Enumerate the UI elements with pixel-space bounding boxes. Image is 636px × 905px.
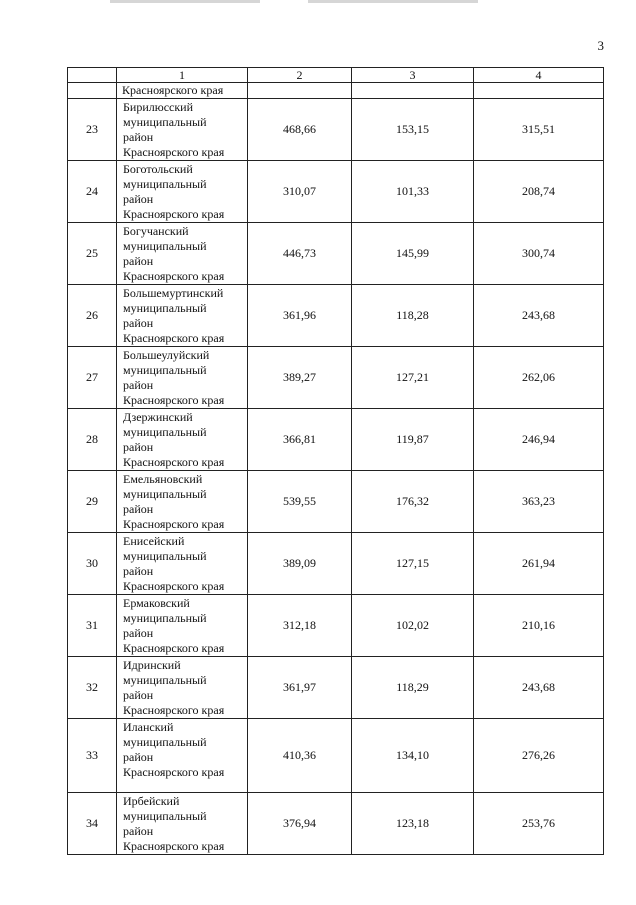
row-number-cell: 29 (68, 471, 117, 533)
value-cell-col4: 300,74 (474, 223, 604, 285)
value-cell-col2: 446,73 (248, 223, 352, 285)
header-cell-2: 2 (248, 68, 352, 83)
district-name-cell: Большеулуйский муниципальный район Красноярского края (117, 347, 248, 409)
district-name-cell: Ермаковский муниципальный район Красноярского края (117, 595, 248, 657)
table-row (68, 595, 604, 657)
value-cell-col4: 315,51 (474, 99, 604, 161)
row-number-cell: 28 (68, 409, 117, 471)
value-cell-col4: 262,06 (474, 347, 604, 409)
row-number-cell: 25 (68, 223, 117, 285)
row-number-cell: 33 (68, 719, 117, 793)
value-cell-col3: 127,21 (352, 347, 474, 409)
header-row (68, 68, 604, 83)
value-cell-col4: 243,68 (474, 285, 604, 347)
value-cell-col4: 243,68 (474, 657, 604, 719)
value-cell-col3: 119,87 (352, 409, 474, 471)
value-cell-col2: 376,94 (248, 793, 352, 855)
table-row (68, 285, 604, 347)
district-name-cell: Большемуртинский муниципальный район Красноярского края (117, 285, 248, 347)
value-cell-col3: 176,32 (352, 471, 474, 533)
value-cell-col4: 276,26 (474, 719, 604, 793)
value-cell-col2: 389,27 (248, 347, 352, 409)
data-table (67, 67, 604, 855)
value-cell-col3: 153,15 (352, 99, 474, 161)
value-cell-col3: 118,28 (352, 285, 474, 347)
header-cell-4: 4 (474, 68, 604, 83)
value-cell-col4: 363,23 (474, 471, 604, 533)
value-cell-col3: 145,99 (352, 223, 474, 285)
value-cell-col2: 389,09 (248, 533, 352, 595)
table-row (68, 347, 604, 409)
table-row (68, 99, 604, 161)
continuation-row (68, 83, 604, 99)
value-cell-col3: 102,02 (352, 595, 474, 657)
district-name-cell: Емельяновский муниципальный район Красноярского края (117, 471, 248, 533)
continuation-name: Красноярского края (117, 83, 248, 99)
value-cell-col4: 210,16 (474, 595, 604, 657)
district-name-cell: Дзержинский муниципальный район Красноярского края (117, 409, 248, 471)
value-cell-col3: 134,10 (352, 719, 474, 793)
district-name-cell: Ирбейский муниципальный район Красноярского края (117, 793, 248, 855)
district-name-cell: Идринский муниципальный район Красноярского края (117, 657, 248, 719)
table-row (68, 409, 604, 471)
value-cell-col4: 246,94 (474, 409, 604, 471)
value-cell-col2: 468,66 (248, 99, 352, 161)
district-name-cell: Иланский муниципальный район Красноярского края (117, 719, 248, 793)
table-row (68, 161, 604, 223)
value-cell-col3: 123,18 (352, 793, 474, 855)
value-cell-col3: 101,33 (352, 161, 474, 223)
value-cell-col2: 539,55 (248, 471, 352, 533)
value-cell-col4: 208,74 (474, 161, 604, 223)
scan-artifact-marks (110, 0, 560, 6)
row-number-cell: 31 (68, 595, 117, 657)
value-cell-col2: 361,97 (248, 657, 352, 719)
district-name-cell: Боготольский муниципальный район Красноярского края (117, 161, 248, 223)
table-row (68, 657, 604, 719)
row-number-cell: 27 (68, 347, 117, 409)
row-number-cell: 34 (68, 793, 117, 855)
district-name-cell: Енисейский муниципальный район Красноярского края (117, 533, 248, 595)
header-cell-3: 3 (352, 68, 474, 83)
value-cell-col3: 127,15 (352, 533, 474, 595)
row-number-cell: 26 (68, 285, 117, 347)
table-row (68, 533, 604, 595)
district-name-cell: Бирилюсский муниципальный район Красноярского края (117, 99, 248, 161)
district-name-cell: Богучанский муниципальный район Красноярского края (117, 223, 248, 285)
header-cell-1: 1 (117, 68, 248, 83)
table-row (68, 793, 604, 855)
header-cell-index (68, 68, 117, 83)
table-row (68, 223, 604, 285)
value-cell-col2: 312,18 (248, 595, 352, 657)
value-cell-col2: 410,36 (248, 719, 352, 793)
page-number: 3 (597, 38, 604, 53)
value-cell-col4: 261,94 (474, 533, 604, 595)
table-row (68, 471, 604, 533)
value-cell-col2: 361,96 (248, 285, 352, 347)
row-number-cell: 24 (68, 161, 117, 223)
table-row (68, 719, 604, 793)
value-cell-col2: 310,07 (248, 161, 352, 223)
value-cell-col2: 366,81 (248, 409, 352, 471)
row-number-cell: 32 (68, 657, 117, 719)
value-cell-col3: 118,29 (352, 657, 474, 719)
value-cell-col4: 253,76 (474, 793, 604, 855)
row-number-cell: 30 (68, 533, 117, 595)
row-number-cell: 23 (68, 99, 117, 161)
